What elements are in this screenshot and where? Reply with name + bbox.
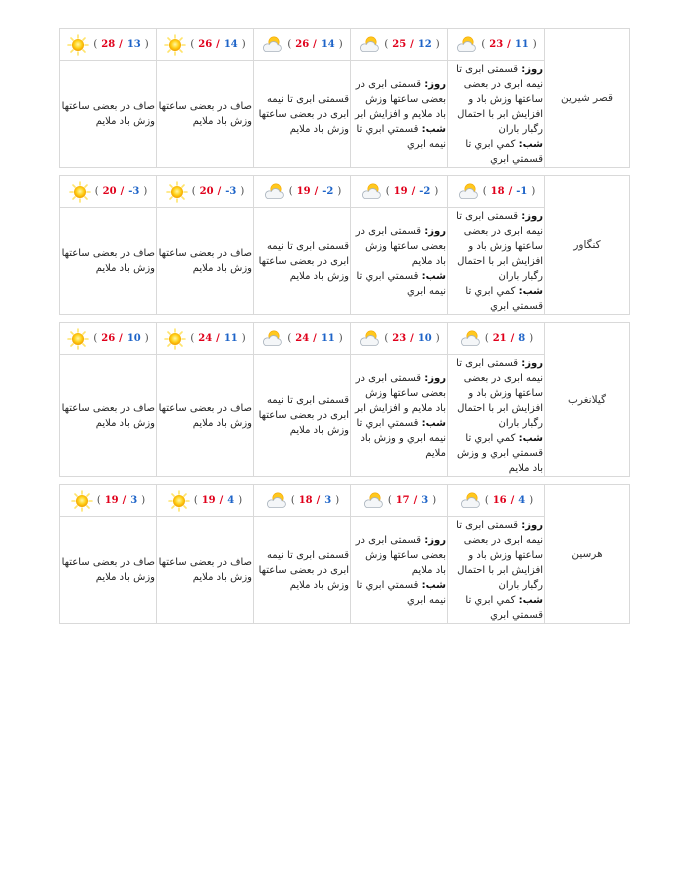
max-temp: 26 xyxy=(295,39,310,50)
max-temp: 26 xyxy=(101,333,116,344)
city-name: قصر شيرين xyxy=(545,29,630,168)
forecast-table xyxy=(59,28,630,168)
partly-cloudy-icon xyxy=(358,34,380,56)
temperature-row: هرسين ( 16 / 4 ) ( 17 / 3 ) ( 18 / 3 ) ( 19 / 4 ) ( 19 / 3 ) xyxy=(60,485,630,517)
max-temp: 19 xyxy=(393,186,408,197)
forecast-description: صاف در بعضی ساعتها وزش باد ملایم xyxy=(61,101,155,127)
partly-cloudy-icon xyxy=(362,490,384,512)
min-temp: 14 xyxy=(223,39,238,50)
forecast-table xyxy=(59,322,630,477)
forecast-description: صاف در بعضی ساعتها وزش باد ملایم xyxy=(61,557,155,583)
forecast-description: قسمتی ابری تا نیمه ابری در بعضی ساعتها وزش باد ملایم xyxy=(258,93,349,135)
min-temp: 3 xyxy=(421,495,429,506)
sunny-icon xyxy=(168,490,190,512)
sunny-icon xyxy=(166,181,188,203)
city-name: كنگاور xyxy=(545,176,630,315)
max-temp: 28 xyxy=(101,39,116,50)
min-temp: 11 xyxy=(320,333,335,344)
description-row xyxy=(60,355,630,477)
partly-cloudy-icon xyxy=(360,181,382,203)
max-temp: 23 xyxy=(489,39,504,50)
min-temp: -2 xyxy=(322,186,334,197)
max-temp: 20 xyxy=(102,186,117,197)
forecast-description: روز: قسمتی ابری در بعضی ساعتها وزش باد ملایم شب: قسمتي ابري تا نيمه ابري xyxy=(355,225,446,297)
city-name: گيلانغرب xyxy=(545,323,630,477)
max-temp: 20 xyxy=(199,186,214,197)
city-name: هرسين xyxy=(545,485,630,624)
description-row xyxy=(60,61,630,168)
partly-cloudy-icon xyxy=(263,181,285,203)
description-row xyxy=(60,208,630,315)
sunny-icon xyxy=(164,328,186,350)
temperature-row: قصر شيرين ( 23 / 11 ) ( 25 / 12 ) ( 26 / 14 ) ( 26 / 14 ) ( 28 / 13 ) xyxy=(60,29,630,61)
min-temp: 11 xyxy=(514,39,529,50)
forecast-description: روز: قسمتی ابری تا نیمه ابری در بعضی ساعتها وزش باد و افزایش ابر با احتمال رگبار باران شب: کمي ابري تا قسمتي ابري xyxy=(456,63,543,165)
max-temp: 18 xyxy=(298,495,313,506)
partly-cloudy-icon xyxy=(358,328,380,350)
max-temp: 26 xyxy=(198,39,213,50)
partly-cloudy-icon xyxy=(455,34,477,56)
min-temp: -3 xyxy=(225,186,237,197)
sunny-icon xyxy=(164,34,186,56)
partly-cloudy-icon xyxy=(459,490,481,512)
min-temp: 8 xyxy=(518,333,526,344)
min-temp: 13 xyxy=(126,39,141,50)
temperature-row: گيلانغرب ( 21 / 8 ) ( 23 / 10 ) ( 24 / 11 ) ( 24 / 11 ) ( 26 / 10 ) xyxy=(60,323,630,355)
description-row xyxy=(60,517,630,624)
min-temp: 12 xyxy=(417,39,432,50)
min-temp: -3 xyxy=(128,186,140,197)
sunny-icon xyxy=(67,328,89,350)
partly-cloudy-icon xyxy=(261,328,283,350)
min-temp: 11 xyxy=(223,333,238,344)
sunny-icon xyxy=(67,34,89,56)
forecast-description: صاف در بعضی ساعتها وزش باد ملایم xyxy=(158,248,252,274)
max-temp: 17 xyxy=(395,495,410,506)
max-temp: 21 xyxy=(492,333,507,344)
max-temp: 19 xyxy=(296,186,311,197)
forecast-description: قسمتی ابری تا نیمه ابری در بعضی ساعتها وزش باد ملایم xyxy=(258,395,349,436)
partly-cloudy-icon xyxy=(265,490,287,512)
forecast-description: صاف در بعضی ساعتها وزش باد ملایم xyxy=(158,402,252,429)
max-temp: 18 xyxy=(490,186,505,197)
max-temp: 24 xyxy=(198,333,213,344)
forecast-description: صاف در بعضی ساعتها وزش باد ملایم xyxy=(61,248,155,274)
min-temp: 4 xyxy=(518,495,526,506)
forecast-description: روز: قسمتی ابری تا نیمه ابری در بعضی ساعتها وزش باد و افزایش ابر با احتمال رگبار باران شب: کمي ابري تا قسمتي ابري xyxy=(456,210,543,312)
min-temp: 10 xyxy=(126,333,141,344)
forecast-description: قسمتی ابری تا نیمه ابری در بعضی ساعتها وزش باد ملایم xyxy=(258,240,349,282)
partly-cloudy-icon xyxy=(457,181,479,203)
min-temp: -1 xyxy=(516,186,528,197)
max-temp: 23 xyxy=(392,333,407,344)
min-temp: 14 xyxy=(320,39,335,50)
max-temp: 25 xyxy=(392,39,407,50)
max-temp: 24 xyxy=(295,333,310,344)
sunny-icon xyxy=(71,490,93,512)
forecast-description: روز: قسمتی ابری در بعضی ساعتها وزش باد ملایم شب: قسمتي ابري تا نيمه ابري xyxy=(355,534,446,606)
min-temp: 3 xyxy=(324,495,332,506)
forecast-description: روز: قسمتی ابری تا نیمه ابری در بعضی ساعتها وزش باد و افزایش ابر با احتمال رگبار باران شب: کمي ابري تا قسمتي ابري xyxy=(456,519,543,621)
forecast-description: صاف در بعضی ساعتها وزش باد ملایم xyxy=(158,557,252,583)
min-temp: 10 xyxy=(417,333,432,344)
forecast-description: صاف در بعضی ساعتها وزش باد ملایم xyxy=(158,101,252,127)
forecast-table xyxy=(59,175,630,315)
temperature-row: كنگاور ( 18 / -1 ) ( 19 / -2 ) ( 19 / -2 ) ( 20 / -3 ) ( 20 / -3 ) xyxy=(60,176,630,208)
forecast-description: روز: قسمتی ابری در بعضی ساعتها وزش باد ملایم و افزایش ابر شب: قسمتي ابري تا نيمه ابري و وزش باد ملايم xyxy=(354,372,446,459)
sunny-icon xyxy=(69,181,91,203)
forecast-description: روز: قسمتی ابری در بعضی ساعتها وزش باد ملایم و افزایش ابر شب: قسمتي ابري تا نيمه ابري xyxy=(354,78,446,150)
forecast-description: روز: قسمتی ابری تا نیمه ابری در بعضی ساعتها وزش باد و افزایش ابر با احتمال رگبار باران شب: کمي ابري تا قسمتي ابري و وزش باد ملايم xyxy=(456,357,543,474)
partly-cloudy-icon xyxy=(261,34,283,56)
partly-cloudy-icon xyxy=(459,328,481,350)
forecast-description: قسمتی ابری تا نیمه ابری در بعضی ساعتها وزش باد ملایم xyxy=(258,549,349,591)
max-temp: 19 xyxy=(201,495,216,506)
forecast-table xyxy=(59,484,630,624)
forecast-description: صاف در بعضی ساعتها وزش باد ملایم xyxy=(61,402,155,429)
max-temp: 19 xyxy=(104,495,119,506)
min-temp: 4 xyxy=(227,495,235,506)
min-temp: 3 xyxy=(130,495,138,506)
max-temp: 16 xyxy=(492,495,507,506)
min-temp: -2 xyxy=(419,186,431,197)
